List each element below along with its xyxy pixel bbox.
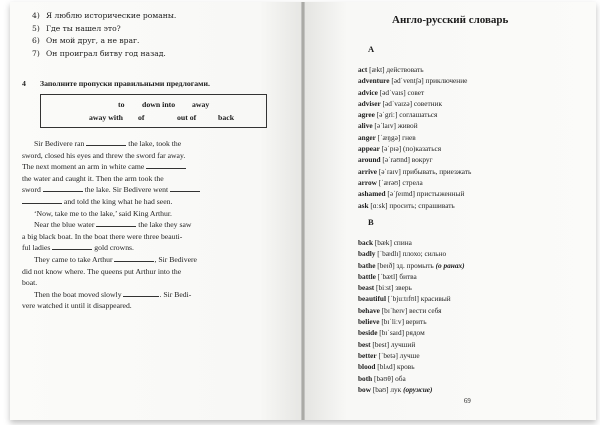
word-box-item: out of [177, 113, 197, 122]
text-line: Near the blue water the lake they saw [34, 220, 192, 230]
dictionary-entry: battle [ˈbætl] битва [358, 271, 417, 281]
sentence-row: 6) Он мой друг, а не враг. [32, 36, 140, 46]
answer-blank[interactable] [52, 243, 92, 250]
text-line: ful ladies gold crowns. [22, 243, 134, 253]
word-box-item: away [192, 100, 210, 109]
dictionary-entry: believe [bɪˈliːv] верить [358, 317, 427, 327]
word-box-item: away with [89, 113, 124, 122]
text-line: boat. [22, 278, 38, 288]
text-line: ‘Now, take me to the lake,’ said King Arthur. [34, 208, 172, 218]
answer-blank[interactable] [114, 255, 154, 262]
dictionary-entry: best [best] лучший [358, 339, 416, 349]
word-box-item: down into [142, 100, 176, 109]
dictionary-entry: bathe [beɪð] зд. промыть (о ранах) [358, 260, 465, 270]
text-line: a big black boat. In the boat there were three beauti- [22, 231, 183, 241]
dictionary-entry: beast [biːst] зверь [358, 283, 412, 293]
answer-blank[interactable] [146, 162, 186, 169]
dictionary-entry: arrow [ˈærəʊ] стрела [358, 177, 423, 187]
book-spine [301, 2, 305, 420]
dictionary-entry: arrive [əˈraɪv] прибывать, приезжать [358, 166, 472, 176]
dictionary-entry: beautiful [ˈbjuːtɪfʊl] красивый [358, 294, 451, 304]
dictionary-entry: adviser [ədˈvaɪzə] советник [358, 98, 442, 108]
text-line: sword the lake. Sir Bedivere went [22, 184, 274, 196]
dictionary-entry: ask [ɑːsk] просить; спрашивать [358, 200, 455, 210]
dictionary-entry: appear [əˈpɪə] (по)казаться [358, 144, 442, 154]
word-box-item: of [138, 113, 145, 122]
dictionary-section-b [358, 237, 465, 395]
word-box-item: back [218, 113, 235, 122]
answer-blank[interactable] [170, 185, 200, 192]
text-line: the water and caught it. Then the arm took the [22, 173, 164, 183]
text-line: did not know where. The queens put Arthur into the [22, 266, 182, 276]
page-number: 69 [464, 398, 471, 405]
translation-sentences [32, 10, 176, 60]
exercise-text [22, 138, 274, 312]
dictionary-title: Англо-русский словарь [392, 14, 509, 26]
letter-heading: A [368, 44, 375, 54]
sentence-row: 4) Я люблю исторические романы. [32, 11, 177, 20]
dictionary-entry: act [ækt] действовать [358, 65, 424, 74]
text-line: They came to take Arthur , Sir Bedivere [34, 254, 197, 264]
dictionary-entry: back [bæk] спина [358, 238, 412, 247]
answer-blank[interactable] [86, 139, 126, 146]
dictionary-entry: advice [ədˈvaɪs] совет [358, 87, 425, 97]
text-line: sword, closed his eyes and threw the sword far away. [22, 150, 186, 160]
dictionary-entry: better [ˈbetə] лучше [358, 350, 420, 360]
sentence-row: 5) Где ты нашел это? [32, 23, 121, 33]
dictionary-entry: badly [ˈbædlɪ] плохо; сильно [358, 249, 447, 259]
exercise-title: 4 Заполните пропуски правильными предлогами. [22, 79, 210, 88]
text-line: Sir Bedivere ran the lake, took the [34, 139, 182, 148]
dictionary-entry: around [əˈraʊnd] вокруг [358, 155, 433, 165]
word-box-item: to [118, 100, 125, 109]
dictionary-entry: anger [ˈæŋgə] гнев [358, 132, 416, 142]
preposition-word-box [40, 94, 267, 128]
text-line: Then the boat moved slowly . Sir Bedi- [34, 289, 192, 299]
text-line: vere watched it until it disappeared. [22, 301, 132, 311]
answer-blank[interactable] [123, 290, 159, 297]
letter-heading: B [368, 217, 374, 227]
dictionary-entry: agree [əˈgriː] соглашаться [358, 110, 438, 120]
dictionary-entry: alive [əˈlaɪv] живой [358, 121, 418, 131]
dictionary-entry: beside [bɪˈsaɪd] рядом [358, 328, 425, 338]
dictionary-entry: bow [baʊ] лук (оружие) [358, 384, 433, 394]
answer-blank[interactable] [43, 185, 83, 192]
dictionary-entry: both [bəʊθ] оба [358, 373, 406, 383]
text-line: The next moment an arm in white came [22, 161, 274, 173]
dictionary-entry: adventure [ədˈventʃə] приключение [358, 76, 468, 86]
dictionary-entry: behave [bɪˈheɪv] вести себя [358, 305, 442, 315]
dictionary-entry: blood [blʌd] кровь [358, 362, 415, 372]
text-line: and told the king what he had seen. [22, 196, 274, 208]
dictionary-entry: ashamed [əˈʃeɪmd] пристыженный [358, 189, 465, 199]
sentence-row: 7) Он проиграл битву год назад. [32, 48, 166, 58]
answer-blank[interactable] [96, 220, 136, 227]
answer-blank[interactable] [22, 197, 62, 204]
dictionary-section-a [358, 64, 471, 211]
